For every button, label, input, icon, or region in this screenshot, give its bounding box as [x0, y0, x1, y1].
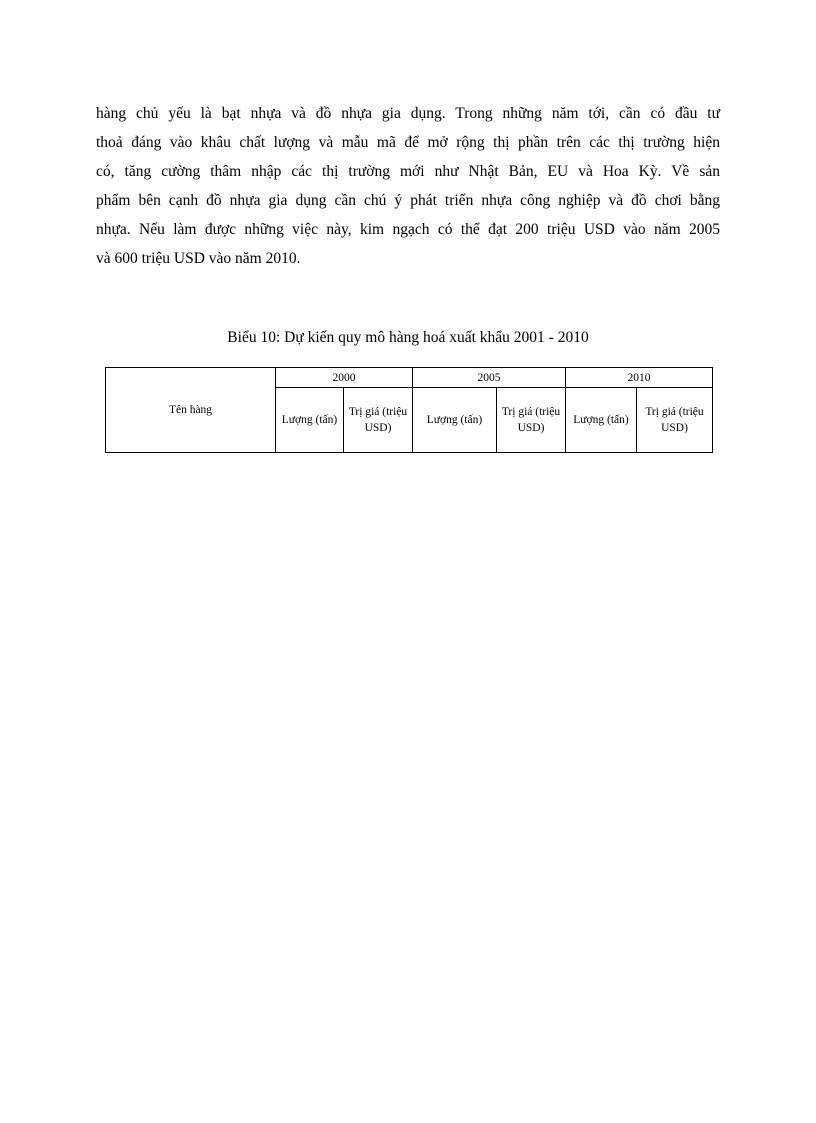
header-2005-value: Trị giá (triệu USD) [497, 388, 566, 453]
body-paragraph [96, 99, 720, 273]
header-2000-value: Trị giá (triệu USD) [344, 388, 413, 453]
header-year-2005: 2005 [413, 368, 566, 388]
paragraph-line: nhựa. Nếu làm được những việc này, kim ngạch có thể đạt 200 triệu USD vào năm 2005 [96, 221, 720, 238]
export-forecast-table [105, 367, 713, 453]
paragraph-line: hàng chủ yếu là bạt nhựa và đồ nhựa gia dụng. Trong những năm tới, cần có đầu tư [96, 105, 720, 122]
header-product-name: Tên hàng [106, 368, 276, 453]
header-2010-value: Trị giá (triệu USD) [637, 388, 713, 453]
paragraph-line: phẩm bên cạnh đồ nhựa gia dụng cần chú ý phát triển nhựa công nghiệp và đồ chơi bằng [96, 192, 720, 209]
table-header-row-years [106, 368, 713, 388]
header-year-2000: 2000 [276, 368, 413, 388]
paragraph-line: thoả đáng vào khâu chất lượng và mẫu mã để mở rộng thị phần trên các thị trường hiện [96, 134, 720, 151]
header-2000-quantity: Lượng (tấn) [276, 388, 344, 453]
paragraph-line: có, tăng cường thâm nhập các thị trường mới như Nhật Bản, EU và Hoa Kỳ. Về sản [96, 163, 720, 180]
table-caption: Biểu 10: Dự kiến quy mô hàng hoá xuất khẩu 2001 - 2010 [227, 329, 589, 346]
header-year-2010: 2010 [566, 368, 713, 388]
paragraph-line: và 600 triệu USD vào năm 2010. [96, 250, 301, 267]
header-2005-quantity: Lượng (tấn) [413, 388, 497, 453]
header-2010-quantity: Lượng (tấn) [566, 388, 637, 453]
